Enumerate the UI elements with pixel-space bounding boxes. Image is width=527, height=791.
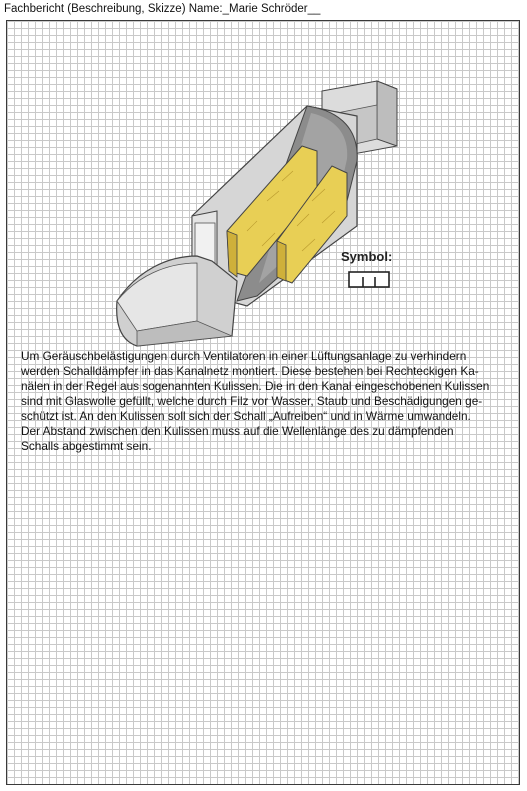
- text-line: sind mit Glaswolle gefüllt, welche durch Filz vor Wasser, Staub und Beschädigungen ge-: [21, 394, 483, 408]
- name-label: Name:: [188, 3, 223, 15]
- text-line: schützt ist. An den Kulissen soll sich der Schall „Aufreiben“ und in Wärme umwandeln.: [21, 409, 471, 423]
- text-line: nälen in der Regel aus sogenannten Kulissen. Die in den Kanal eingeschobenen Kulissen: [21, 379, 490, 393]
- text-line: Der Abstand zwischen den Kulissen muss auf die Wellenlänge des zu dämpfenden: [21, 424, 454, 438]
- text-line: Schalls abgestimmt sein.: [21, 439, 152, 453]
- description-text: [21, 349, 511, 454]
- silencer-symbol-icon: [348, 269, 390, 289]
- symbol-label: Symbol:: [341, 249, 393, 264]
- page-header: [4, 3, 320, 15]
- inlet-elbow-duct: [117, 256, 237, 346]
- text-line: Um Geräuschbelästigungen durch Ventilatoren in einer Lüftungsanlage zu verhindern: [21, 349, 467, 363]
- silencer-sketch: [97, 51, 427, 351]
- name-value: _Marie Schröder__: [222, 3, 321, 15]
- text-line: werden Schalldämpfer in das Kanalnetz montiert. Diese bestehen bei Rechteckigen Ka-: [21, 364, 479, 378]
- grid-paper: [6, 20, 520, 785]
- report-title: Fachbericht (Beschreibung, Skizze): [4, 3, 186, 15]
